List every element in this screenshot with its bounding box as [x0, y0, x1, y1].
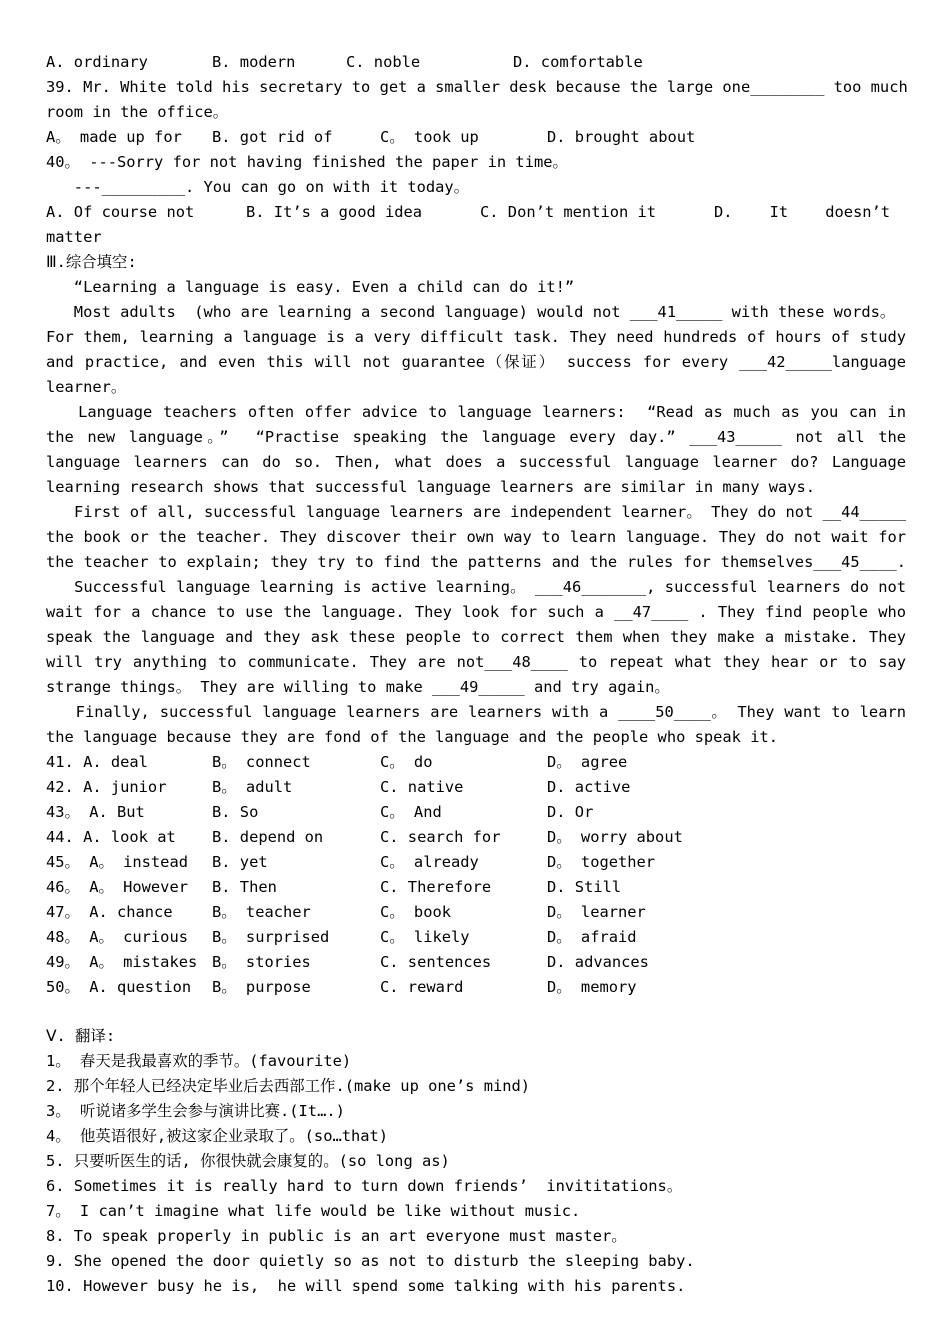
q40-options — [46, 200, 906, 225]
passage-line: the book or the teacher. They discover their own way to learn language. They do not wait for — [46, 528, 906, 546]
q38-option-c: C. noble — [346, 53, 421, 71]
option-d: D. active — [547, 778, 631, 796]
option-b: B。 purpose — [212, 978, 311, 996]
section3-heading: Ⅲ.综合填空: — [46, 253, 137, 271]
passage-line: the language because they are fond of the language and the people who speak it. — [46, 728, 779, 746]
translation-item: 10. However busy he is, he will spend some talking with his parents. — [46, 1277, 686, 1295]
translation-list — [46, 1049, 906, 1299]
option-d: D。 learner — [547, 903, 646, 921]
translation-item: 4。 他英语很好,被这家企业录取了。(so…that) — [46, 1127, 389, 1145]
option-b: B. yet — [212, 853, 268, 871]
passage-line: speak the language and they ask these people to correct them when they make a mistake. They — [46, 628, 906, 646]
translation-item: 7。 I can’t imagine what life would be like without music. — [46, 1202, 581, 1220]
q40-option-d-wrap: matter — [46, 228, 102, 246]
cloze-passage — [46, 300, 906, 750]
option-d: D。 worry about — [547, 828, 683, 846]
q38-options — [46, 50, 906, 75]
q39-option-b: B. got rid of — [212, 128, 333, 146]
passage-line: strange things。 They are willing to make ___49_____ and try again。 — [46, 678, 670, 696]
option-a: 45。 A。 instead — [46, 853, 188, 871]
q40-option-a: A. Of course not — [46, 203, 195, 221]
q39-options — [46, 125, 906, 150]
passage-line: and practice, and even this will not guarantee（保证） success for every ___42_____language — [46, 353, 906, 371]
cloze-options — [46, 750, 906, 1000]
option-b: B。 connect — [212, 753, 311, 771]
translation-item: 2. 那个年轻人已经决定毕业后去西部工作.(make up one’s mind) — [46, 1077, 531, 1095]
option-a: 43。 A. But — [46, 803, 145, 821]
option-a: 42. A. junior — [46, 778, 167, 796]
q39-option-d: D. brought about — [547, 128, 696, 146]
passage-line: the teacher to explain; they try to find the patterns and the rules for themselves___45____. — [46, 553, 906, 571]
option-c: C。 likely — [380, 928, 470, 946]
option-d: D。 agree — [547, 753, 628, 771]
option-row — [46, 825, 906, 850]
option-d: D。 afraid — [547, 928, 637, 946]
translation-item: 9. She opened the door quietly so as not to disturb the sleeping baby. — [46, 1252, 695, 1270]
option-c: C. sentences — [380, 953, 492, 971]
option-b: B。 teacher — [212, 903, 311, 921]
translation-item: 3。 听说诸多学生会参与演讲比赛.(It….) — [46, 1102, 345, 1120]
passage-line: Language teachers often offer advice to language learners: “Read as much as you can in — [46, 403, 906, 421]
option-c: C。 do — [380, 753, 433, 771]
option-a: 46。 A。 However — [46, 878, 188, 896]
translation-item: 8. To speak properly in public is an art everyone must master。 — [46, 1227, 627, 1245]
option-c: C. Therefore — [380, 878, 492, 896]
q38-option-d: D. comfortable — [513, 53, 643, 71]
passage-line: First of all, successful language learners are independent learner。 They do not __44_____ — [46, 503, 906, 521]
q38-option-b: B. modern — [212, 53, 296, 71]
passage-line: Successful language learning is active learning。 ___46_______, successful learners do not — [46, 578, 906, 596]
passage-line: the new language。” “Practise speaking the language every day.” ___43_____ not all the — [46, 428, 906, 446]
option-c: C. native — [380, 778, 464, 796]
option-row — [46, 775, 906, 800]
option-row — [46, 875, 906, 900]
option-a: 47。 A. chance — [46, 903, 173, 921]
option-c: C。 And — [380, 803, 442, 821]
option-b: B. Then — [212, 878, 277, 896]
option-row — [46, 900, 906, 925]
q39-question-line2: room in the office。 — [46, 103, 229, 121]
q39-option-a: A。 made up for — [46, 128, 182, 146]
q39-option-c: C。 took up — [380, 128, 479, 146]
option-d: D。 memory — [547, 978, 637, 996]
passage-line: language learners can do so. Then, what does a successful language learner do? Language — [46, 453, 906, 471]
section3-quote: “Learning a language is easy. Even a child can do it!” — [46, 278, 575, 296]
option-a: 50。 A. question — [46, 978, 192, 996]
option-c: C. search for — [380, 828, 501, 846]
option-a: 49。 A。 mistakes — [46, 953, 198, 971]
option-row — [46, 800, 906, 825]
option-c: C. reward — [380, 978, 464, 996]
option-d: D. advances — [547, 953, 649, 971]
passage-line: Most adults (who are learning a second language) would not ___41_____ with these words。 — [46, 303, 896, 321]
option-b: B。 stories — [212, 953, 311, 971]
worksheet-page — [46, 50, 906, 1299]
option-a: 44. A. look at — [46, 828, 176, 846]
option-row — [46, 950, 906, 975]
passage-line: learner。 — [46, 378, 127, 396]
option-b: B。 surprised — [212, 928, 330, 946]
option-row — [46, 850, 906, 875]
translation-item: 1。 春天是我最喜欢的季节。(favourite) — [46, 1052, 352, 1070]
option-d: D。 together — [547, 853, 656, 871]
option-row — [46, 750, 906, 775]
option-row — [46, 925, 906, 950]
option-b: B. So — [212, 803, 259, 821]
option-a: 48。 A。 curious — [46, 928, 188, 946]
passage-line: For them, learning a language is a very difficult task. They need hundreds of hours of study — [46, 328, 906, 346]
q40-question-line2: ---_________. You can go on with it today。 — [46, 178, 470, 196]
q40-option-b: B. It’s a good idea — [246, 203, 423, 221]
q40-question-line1: 40。 ---Sorry for not having finished the paper in time。 — [46, 153, 568, 171]
q40-option-d: D. It doesn’t — [714, 203, 891, 221]
section5-heading: Ⅴ. 翻译: — [46, 1027, 116, 1045]
translation-item: 5. 只要听医生的话, 你很快就会康复的。(so long as) — [46, 1152, 450, 1170]
passage-line: will try anything to communicate. They are not___48____ to repeat what they hear or to say — [46, 653, 906, 671]
option-row — [46, 975, 906, 1000]
option-c: C。 book — [380, 903, 451, 921]
option-c: C。 already — [380, 853, 479, 871]
option-b: B。 adult — [212, 778, 293, 796]
translation-item: 6. Sometimes it is really hard to turn down friends’ invititations。 — [46, 1177, 683, 1195]
option-d: D. Still — [547, 878, 622, 896]
passage-line: Finally, successful language learners are learners with a ____50____。 They want to learn — [46, 703, 906, 721]
option-a: 41. A. deal — [46, 753, 148, 771]
option-b: B. depend on — [212, 828, 324, 846]
option-d: D. Or — [547, 803, 594, 821]
passage-line: learning research shows that successful language learners are similar in many ways. — [46, 478, 816, 496]
q39-question-line1: 39. Mr. White told his secretary to get a smaller desk because the large one________ too much — [46, 78, 908, 96]
passage-line: wait for a chance to use the language. They look for such a __47____ . They find people who — [46, 603, 906, 621]
q38-option-a: A. ordinary — [46, 53, 148, 71]
q40-option-c: C. Don’t mention it — [480, 203, 657, 221]
